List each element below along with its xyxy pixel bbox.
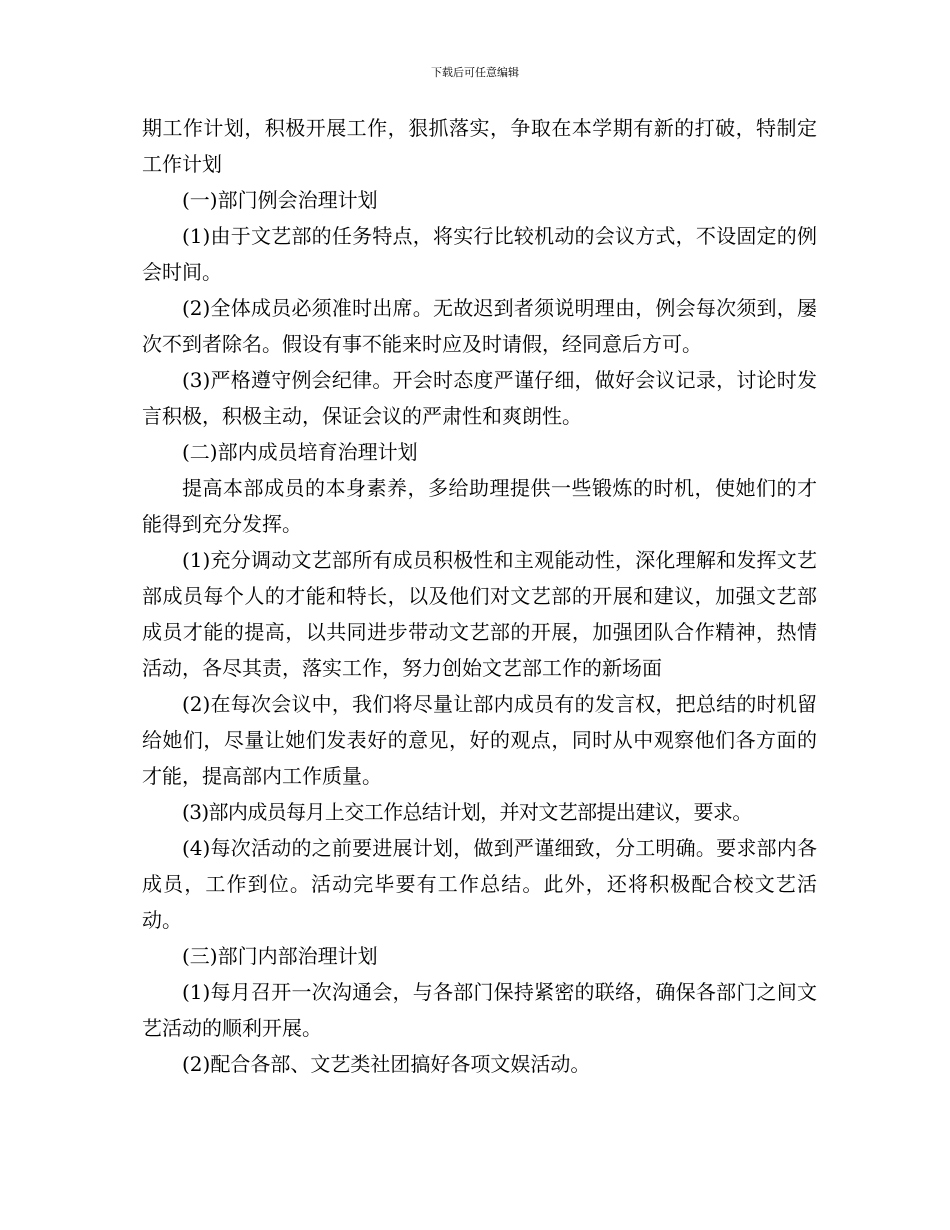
paragraph: (4)每次活动的之前要进展计划，做到严谨细致，分工明确。要求部内各成员，工作到位。活动完毕要有工作总结。此外，还将积极配合校文艺活动。 <box>142 836 817 932</box>
page-header: 下载后可任意编辑 <box>431 66 519 79</box>
paragraph: (1)每月召开一次沟通会，与各部门保持紧密的联络，确保各部门之间文艺活动的顺利开展。 <box>142 980 817 1040</box>
paragraph: (2)全体成员必须准时出席。无故迟到者须说明理由，例会每次须到，屡次不到者除名。假设有事不能来时应及时请假，经同意后方可。 <box>142 296 817 356</box>
section-heading: (二)部内成员培育治理计划 <box>182 440 418 464</box>
paragraph: (3)严格遵守例会纪律。开会时态度严谨仔细，做好会议记录，讨论时发言积极，积极主动，保证会议的严肃性和爽朗性。 <box>142 368 817 428</box>
paragraph: (1)充分调动文艺部所有成员积极性和主观能动性，深化理解和发挥文艺部成员每个人的才能和特长，以及他们对文艺部的开展和建议，加强文艺部成员才能的提高，以共同进步带动文艺部的开展，加强团队合作精神，热情活动，各尽其责，落实工作，努力创始文艺部工作的新场面 <box>142 548 817 680</box>
paragraph: (1)由于文艺部的任务特点，将实行比较机动的会议方式，不设固定的例会时间。 <box>142 224 817 284</box>
paragraph: 期工作计划，积极开展工作，狠抓落实，争取在本学期有新的打破，特制定工作计划 <box>142 116 817 176</box>
paragraph: (2)配合各部、文艺类社团搞好各项文娱活动。 <box>182 1052 591 1076</box>
paragraph: 提高本部成员的本身素养，多给助理提供一些锻炼的时机，使她们的才能得到充分发挥。 <box>142 476 817 536</box>
section-heading: (一)部门例会治理计划 <box>182 188 378 212</box>
paragraph: (2)在每次会议中，我们将尽量让部内成员有的发言权，把总结的时机留给她们，尽量让她们发表好的意见，好的观点，同时从中观察他们各方面的才能，提高部内工作质量。 <box>142 692 817 788</box>
paragraph: (3)部内成员每月上交工作总结计划，并对文艺部提出建议，要求。 <box>182 800 752 824</box>
document-body <box>142 110 817 1082</box>
section-heading: (三)部门内部治理计划 <box>182 944 378 968</box>
